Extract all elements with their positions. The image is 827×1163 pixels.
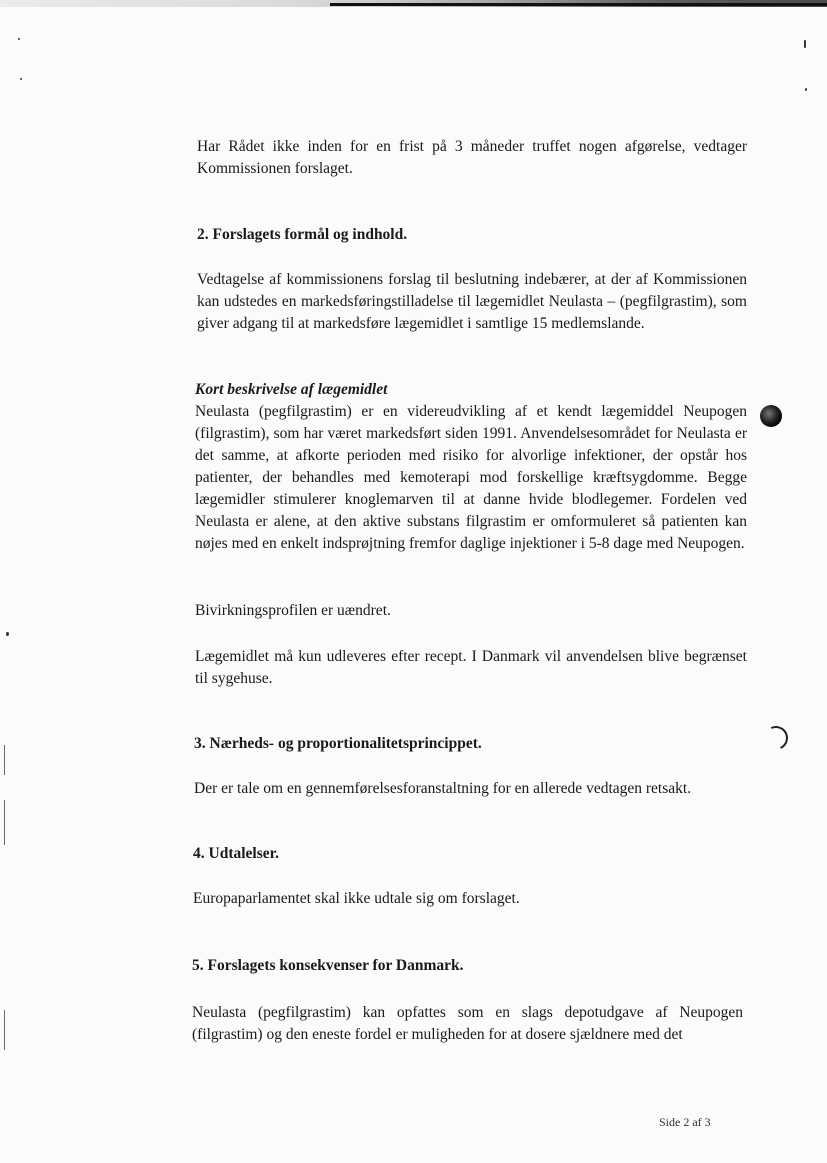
scan-edge-top-dark: [330, 3, 827, 6]
punch-hole-icon: [760, 405, 782, 427]
scan-speck: [20, 78, 22, 80]
section-2-heading: 2. Forslagets formål og indhold.: [197, 226, 408, 243]
scan-margin-line: [4, 800, 5, 845]
section-5-heading: 5. Forslagets konsekvenser for Danmark.: [192, 957, 464, 974]
page-number: Side 2 af 3: [659, 1115, 711, 1129]
scan-margin-line: [4, 1010, 5, 1050]
section-4-paragraph: Europaparlamentet skal ikke udtale sig om forslaget.: [193, 890, 520, 907]
intro-paragraph: Har Rådet ikke inden for en frist på 3 måneder truffet nogen afgørelse, vedtager Kommissionen forslaget.: [197, 138, 747, 177]
description-paragraph: Neulasta (pegfilgrastim) er en videreudvikling af et kendt lægemiddel Neupogen (filgrastim), som har været markedsført siden 1991. Anvendelsesområdet for Neulasta er det samme, at afkorte perioden med risiko for alvorlige infektioner, der opstår hos patienter, der behandles med kemoterapi mod forskellige kræftsygdomme. Begge lægemidler stimulerer knoglemarven til at danne hvide blodlegemer. Fordelen ved Neulasta er alene, at den aktive substans filgrastim er omformuleret så patienten kan nøjes med en enkelt indsprøjtning fremfor daglige injektioner i 5-8 dage med Neupogen.: [195, 403, 747, 552]
scan-speck: [6, 632, 9, 636]
section-2-paragraph: Vedtagelse af kommissionens forslag til beslutning indebærer, at der af Kommissionen kan udstedes en markedsføringstilladelse til lægemidlet Neulasta – (pegfilgrastim), som giver adgang til at markedsføre lægemidlet i samtlige 15 medlemslande.: [197, 271, 747, 332]
side-effects-paragraph: Bivirkningsprofilen er uændret.: [195, 602, 391, 619]
scan-speck: [804, 40, 806, 48]
section-5-paragraph: Neulasta (pegfilgrastim) kan opfattes som en slags depotudgave af Neupogen (filgrastim) og den eneste fordel er muligheden for at dosere sjældnere med det: [192, 1004, 743, 1043]
section-4-heading: 4. Udtalelser.: [193, 845, 279, 862]
description-block: [195, 379, 747, 555]
punch-hole-ring-icon: [761, 723, 792, 754]
description-subheading: Kort beskrivelse af lægemidlet: [195, 381, 388, 398]
prescription-paragraph: Lægemidlet må kun udleveres efter recept. I Danmark vil anvendelsen blive begrænset til sygehuse.: [195, 648, 747, 687]
scan-speck: [805, 88, 807, 91]
section-3-paragraph: Der er tale om en gennemførelsesforanstaltning for en allerede vedtagen retsakt.: [194, 780, 692, 797]
scan-margin-line: [4, 745, 5, 775]
scan-speck: [18, 38, 20, 40]
section-3-heading: 3. Nærheds- og proportionalitetsprincippet.: [194, 735, 482, 752]
